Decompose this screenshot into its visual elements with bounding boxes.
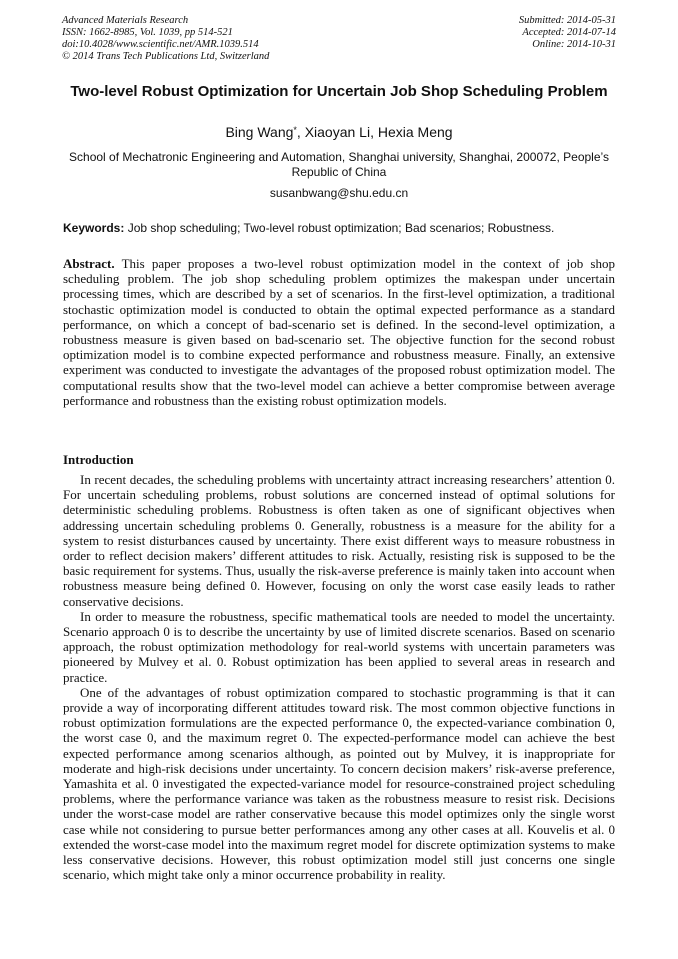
section-heading-introduction: Introduction <box>63 452 134 467</box>
accepted-date: Accepted: 2014-07-14 <box>522 27 616 38</box>
other-authors: , Xiaoyan Li, Hexia Meng <box>296 124 453 140</box>
keywords <box>63 221 615 236</box>
abstract-text: This paper proposes a two-level robust optimization model in the context of job shop scheduling problem. The job shop scheduling problem optimizes the makespan under uncertain processing times, which are described by a set of scenarios. In the first-level optimization, a traditional stochastic optimization model is conducted to obtain the optimal expected performance as a standard performance, on which a concept of bad-scenario set is defined. In the second-level optimization, a robustness measure is given based on bad-scenario set. The objective function for the second robust optimization model is to combine expected performance and robustness measure. Finally, an extensive experiment was conducted to investigate the advantages of the proposed robust optimization model. The computational results show that the two-level model can achieve a better compromise between average performance and robustness than the existing robust optimization models. <box>63 256 615 408</box>
abstract <box>63 256 615 408</box>
journal-info <box>62 15 269 63</box>
first-author: Bing Wang <box>225 124 294 140</box>
keywords-list: Job shop scheduling; Two-level robust optimization; Bad scenarios; Robustness. <box>124 221 555 235</box>
intro-paragraph: In recent decades, the scheduling problems with uncertainty attract increasing researchers’ attention 0. For uncertain scheduling problems, robust solutions are concerned instead of optimal solutions for deterministic scheduling problems. Robustness is often taken as one of significant objectives when addressing uncertain scheduling problems 0. Generally, robustness is a measure for the ability for a system to resist disturbances caused by uncertainty. There exist different ways to measure robustness in order to reflect decision makers’ different attitudes to risk. Actually, resisting risk is supposed to be the basic requirement for systems. Thus, usually the risk-averse preference is mainly taken into account when robustness measure being defined 0. However, focusing on only the worst case easily leads to rather conservative decisions. <box>63 472 615 609</box>
intro-paragraph: One of the advantages of robust optimization compared to stochastic programming is that it can provide a way of incorporating different attitudes toward risk. The most common objective functions in robust optimization formulations are the expected performance 0, the expected-variance combination 0, the worst case 0, and the maximum regret 0. The expected-performance model can achieve the best expected performance among scenarios although, as pointed out by Mulvey, it is inappropriate for moderate and high-risk decisions under uncertainty. To concern decision makers’ risk-averse preference, Yamashita et al. 0 investigated the expected-variance model for resource-constrained project scheduling problems, where the performance variance was taken as the robustness measure to resist risk. Decisions under the worst-case model are rather conservative because this model optimizes only the single worst case while not considering to pursue better performances among any other cases at all. Kouvelis et al. 0 extended the worst-case model into the maximum regret model for discrete optimization systems to make less conservative decisions. However, this robust optimization model still just concerns one single scenario, which might take only a minor occurrence probability in reality. <box>63 684 615 883</box>
introduction-section <box>63 472 615 882</box>
journal-doi: doi:10.4028/www.scientific.net/AMR.1039.514 <box>62 39 259 50</box>
submission-dates <box>519 15 616 51</box>
journal-issn: ISSN: 1662-8985, Vol. 1039, pp 514-521 <box>62 27 233 38</box>
journal-copyright: © 2014 Trans Tech Publications Ltd, Switzerland <box>62 51 270 62</box>
journal-name: Advanced Materials Research <box>62 15 189 26</box>
author-affiliation: School of Mechatronic Engineering and Automation, Shanghai university, Shanghai, 200072, People’s Republic of China <box>69 150 609 179</box>
abstract-label: Abstract. <box>63 256 115 271</box>
author-email: susanbwang@shu.edu.cn <box>269 186 409 200</box>
keywords-label: Keywords: <box>63 221 125 235</box>
paper-authors <box>62 123 616 141</box>
intro-paragraph: In order to measure the robustness, specific mathematical tools are needed to model the uncertainty. Scenario approach 0 is to describe the uncertainty by use of limited discrete scenarios. Based on scenario approach, the robust optimization methodology for real-world systems with uncertain parameters was pioneered by Mulvey et al. 0. Robust optimization has been applied to several areas in research and practice. <box>63 608 615 685</box>
online-date: Online: 2014-10-31 <box>532 39 616 50</box>
paper-title: Two-level Robust Optimization for Uncertain Job Shop Scheduling Problem <box>70 83 608 100</box>
corresponding-author-mark: * <box>293 125 297 135</box>
submitted-date: Submitted: 2014-05-31 <box>518 15 616 26</box>
